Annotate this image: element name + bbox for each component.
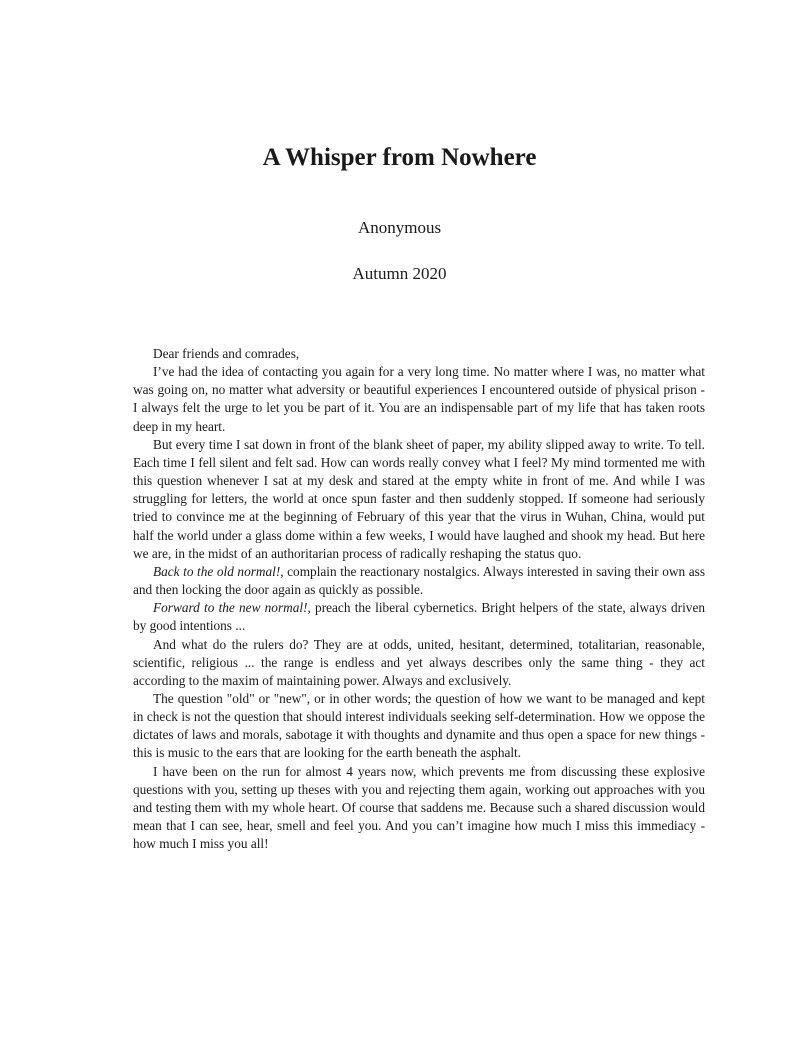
letter-body [133,345,705,853]
document-author: Anonymous [357,218,442,237]
quote-new-normal: Forward to the new normal! [153,600,308,616]
quote-old-normal: Back to the old normal! [153,563,281,579]
letter-paragraph-3 [133,563,705,599]
letter-salutation: Dear friends and comrades, [153,346,300,361]
letter-paragraph-3-rest: , complain the reactionary nostalgics. Always interested in saving their own ass and then locking the door again as quickly as possible. [133,563,705,598]
document-title: A Whisper from Nowhere [262,144,537,171]
letter-paragraph-5: And what do the rulers do? They are at odds, united, hesitant, determined, totalitarian, reasonable, scientific, religious ... the range is endless and yet always describes only the same thing - they act according to the maxim of maintaining power. Always and exclusively. [133,636,705,688]
letter-paragraph-4 [133,599,705,635]
document-date: Autumn 2020 [352,264,447,283]
letter-paragraph-7: I have been on the run for almost 4 years now, which prevents me from discussing these explosive questions with you, setting up theses with you and rejecting them again, working out approaches with you and testing them with my whole heart. Of course that saddens me. Because such a shared discussion would mean that I can see, hear, smell and feel you. And you can’t imagine how much I miss this immediacy - how much I miss you all! [133,763,705,852]
letter-paragraph-1: I’ve had the idea of contacting you again for a very long time. No matter where I was, no matter what was going on, no matter what adversity or beautiful experiences I encountered outside of physical prison - I always felt the urge to let you be part of it. You are an indispensable part of my life that has taken roots deep in my heart. [133,364,705,434]
letter-paragraph-4-rest: , preach the liberal cybernetics. Bright helpers of the state, always driven by good intentions ... [133,600,705,634]
letter-paragraph-2: But every time I sat down in front of the blank sheet of paper, my ability slipped away to write. To tell. Each time I fell silent and felt sad. How can words really convey what I feel? My mind tormented me with this question whenever I sat at my desk and stared at the empty white in front of me. And while I was struggling for letters, the world at once spun faster and then suddenly stopped. If someone had seriously tried to convince me at the beginning of February of this year that the virus in Wuhan, China, would put half the world under a glass dome within a few weeks, I would have laughed and shook my head. But here we are, in the midst of an authoritarian process of radically reshaping the status quo. [133,436,705,561]
letter-paragraph-6: The question "old" or "new", or in other words; the question of how we want to be managed and kept in check is not the question that should interest individuals seeking self-determination. How we oppose the dictates of laws and morals, sabotage it with thoughts and dynamite and thus open a space for new things - this is music to the ears that are looking for the earth beneath the asphalt. [133,690,705,761]
